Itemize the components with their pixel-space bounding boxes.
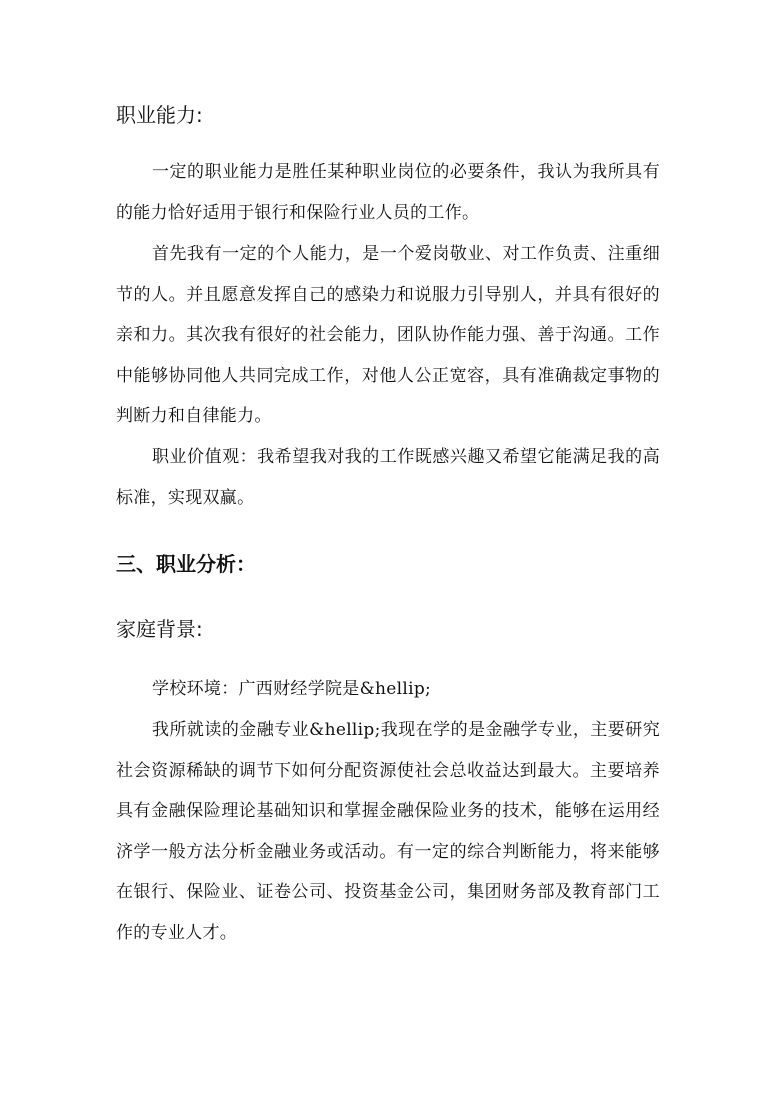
heading-family-background: 家庭背景: xyxy=(116,617,203,641)
paragraph-career-values: 职业价值观：我希望我对我的工作既感兴趣又希望它能满足我的高标准，实现双赢。 xyxy=(116,447,660,508)
paragraph-personal-ability: 首先我有一定的个人能力，是一个爱岗敬业、对工作负责、注重细节的人。并且愿意发挥自己的感染力和说服力引导别人，并具有很好的亲和力。其次我有很好的社会能力，团队协作能力强、善于沟通。工作中能够协同他人共同完成工作，对他人公正宽容，具有准确裁定事物的判断力和自律能力。 xyxy=(116,244,660,426)
heading-career-analysis: 三、职业分析： xyxy=(116,552,256,576)
paragraph-school-environment: 学校环境：广西财经学院是&hellip; xyxy=(152,679,432,699)
paragraph-ability-intro: 一定的职业能力是胜任某种职业岗位的必要条件，我认为我所具有的能力恰好适用于银行和保险行业人员的工作。 xyxy=(116,162,660,223)
heading-career-ability: 职业能力: xyxy=(116,103,203,127)
paragraph-major: 我所就读的金融专业&hellip;我现在学的是金融学专业，主要研究社会资源稀缺的调节下如何分配资源使社会总收益达到最大。主要培养具有金融保险理论基础知识和掌握金融保险业务的技术，能够在运用经济学一般方法分析金融业务或活动。有一定的综合判断能力，将来能够在银行、保险业、证卷公司、投资基金公司，集团财务部及教育部门工作的专业人才。 xyxy=(116,720,660,943)
